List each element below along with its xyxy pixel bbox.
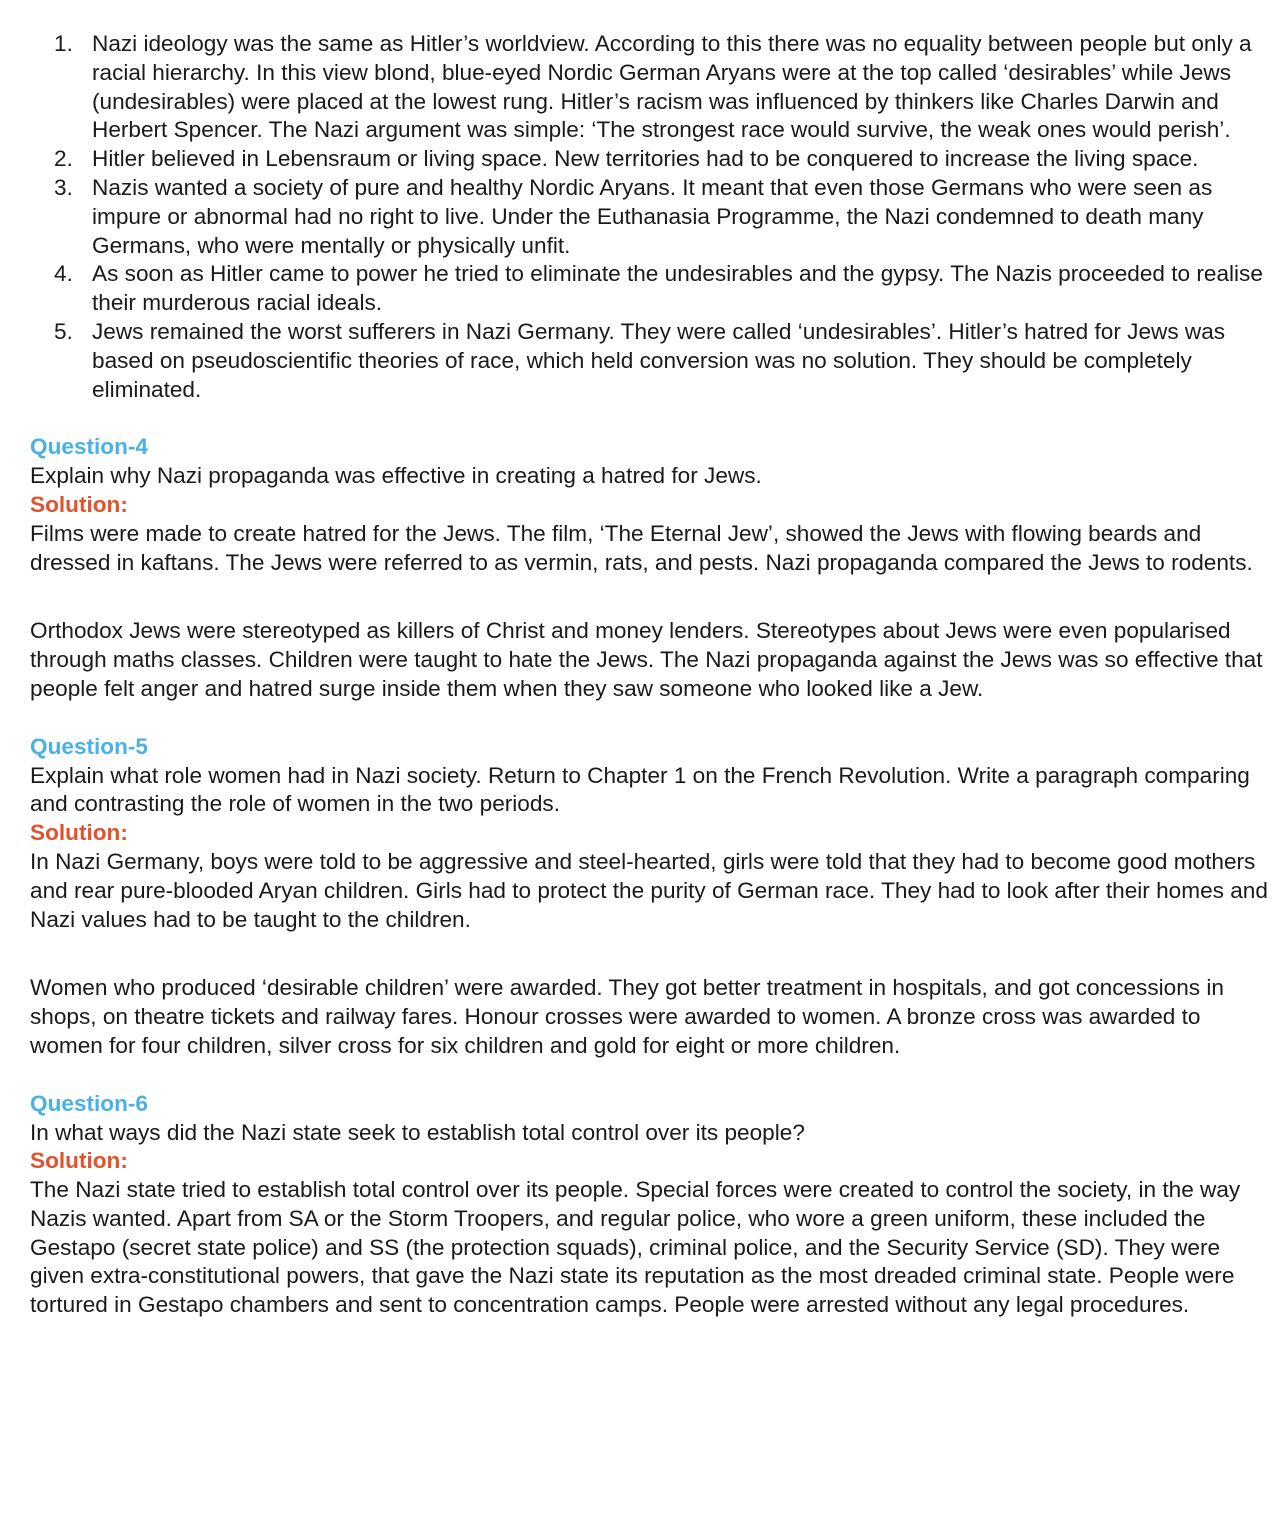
solution-paragraph: In Nazi Germany, boys were told to be aggressive and steel-hearted, girls were told that they had to become good mothers and rear pure-blooded Aryan children. Girls had to protect the purity of German race. They had to look after their homes and Nazi values had to be taught to the children. bbox=[30, 848, 1268, 932]
list-item bbox=[30, 30, 1272, 145]
solution-heading: Solution: bbox=[30, 1148, 128, 1174]
question-text: Explain what role women had in Nazi society. Return to Chapter 1 on the French Revolution. Write a paragraph comparing and contrasting the role of women in the two periods. bbox=[30, 762, 1250, 817]
question-text: Explain why Nazi propaganda was effective in creating a hatred for Jews. bbox=[30, 463, 762, 489]
solution-heading: Solution: bbox=[30, 820, 128, 846]
list-item-number: 1. bbox=[54, 31, 73, 56]
list-item-number: 2. bbox=[54, 146, 73, 172]
question-block-4 bbox=[30, 433, 1275, 703]
question-heading: Question-6 bbox=[30, 1090, 148, 1116]
list-item-text: Nazi ideology was the same as Hitler’s worldview. According to this there was no equality between people but only a racial hierarchy. In this view blond, blue-eyed Nordic German Aryans were at the top called ‘desirables’ while Jews (undesirables) were placed at the lowest rung. Hitler’s racism was influenced by thinkers like Charles Darwin and Herbert Spencer. The Nazi argument was simple: ‘The strongest race would survive, the weak ones would perish’. bbox=[92, 31, 1252, 143]
solution-paragraph: Orthodox Jews were stereotyped as killers of Christ and money lenders. Stereotypes about Jews were even popularised through maths classes. Children were taught to hate the Jews. The Nazi propaganda against the Jews was so effective that people felt anger and hatred surge inside them when they saw someone who looked like a Jew. bbox=[30, 618, 1263, 701]
list-item bbox=[30, 318, 1272, 404]
question-heading: Question-4 bbox=[30, 434, 148, 460]
list-item-text: Nazis wanted a society of pure and healthy Nordic Aryans. It meant that even those Germans who were seen as impure or abnormal had no right to live. Under the Euthanasia Programme, the Nazi condemned to death many Germans, who were mentally or physically unfit. bbox=[92, 174, 1213, 258]
question-heading: Question-5 bbox=[30, 733, 148, 759]
solution-paragraph: The Nazi state tried to establish total control over its people. Special forces were created to control the society, in the way Nazis wanted. Apart from SA or the Storm Troopers, and regular police, who wore a green uniform, these included the Gestapo (secret state police) and SS (the protection squads), criminal police, and the Security Service (SD). They were given extra-constitutional powers, that gave the Nazi state its reputation as the most dreaded criminal state. People were tortured in Gestapo chambers and sent to concentration camps. People were arrested without any legal procedures. bbox=[30, 1177, 1241, 1318]
question-text: In what ways did the Nazi state seek to establish total control over its people? bbox=[30, 1119, 805, 1145]
question-block-5 bbox=[30, 733, 1275, 1061]
list-item-text: Jews remained the worst sufferers in Nazi Germany. They were called ‘undesirables’. Hitler’s hatred for Jews was based on pseudoscientific theories of race, which held conversion was no solution. They should be completely eliminated. bbox=[92, 318, 1226, 402]
solution-paragraph: Films were made to create hatred for the Jews. The film, ‘The Eternal Jew’, showed the Jews with flowing beards and dressed in kaftans. The Jews were referred to as vermin, rats, and pests. Nazi propaganda compared the Jews to rodents. bbox=[30, 520, 1253, 575]
list-item bbox=[30, 260, 1272, 318]
list-item bbox=[30, 174, 1272, 260]
list-item-number: 5. bbox=[54, 318, 73, 344]
solution-paragraph: Women who produced ‘desirable children’ were awarded. They got better treatment in hospitals, and got concessions in shops, on theatre tickets and railway fares. Honour crosses were awarded to women. A bronze cross was awarded to women for four children, silver cross for six children and gold for eight or more children. bbox=[30, 975, 1224, 1058]
solution-heading: Solution: bbox=[30, 491, 128, 517]
list-item-number: 3. bbox=[54, 174, 73, 200]
list-item-text: Hitler believed in Lebensraum or living space. New territories had to be conquered to increase the living space. bbox=[92, 146, 1199, 172]
list-item-text: As soon as Hitler came to power he tried to eliminate the undesirables and the gypsy. The Nazis proceeded to realise their murderous racial ideals. bbox=[92, 261, 1263, 316]
question-block-6 bbox=[30, 1090, 1275, 1320]
intro-points-list bbox=[30, 30, 1275, 404]
list-item-number: 4. bbox=[54, 261, 73, 287]
list-item bbox=[30, 145, 1272, 174]
